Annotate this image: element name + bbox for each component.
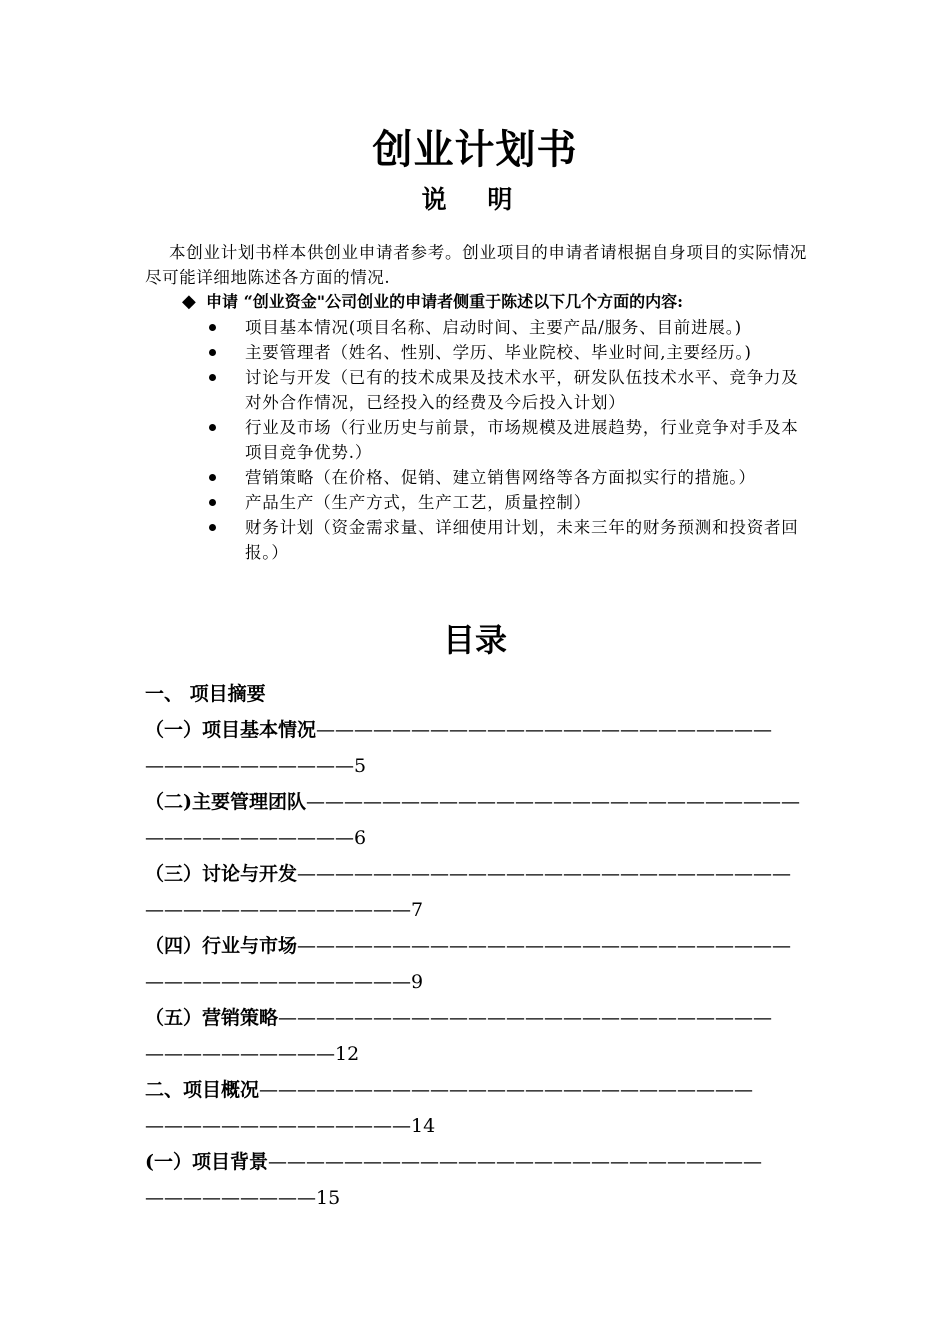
toc-entry-label: （二)主要管理团队 <box>145 791 306 813</box>
toc-entry-continuation[interactable] <box>145 1180 810 1216</box>
toc-leader: —————————————————————————— <box>306 791 800 813</box>
toc-leader: ————————— <box>145 1187 316 1209</box>
intro-paragraph: 本创业计划书样本供创业申请者参考。创业项目的申请者请根据自身项目的实际情况尽可能详细地陈述各方面的情况. <box>145 243 807 287</box>
toc-page-number: 5 <box>354 755 367 777</box>
toc-leader: —————————————————————————— <box>259 1079 754 1101</box>
bullet-dot-icon <box>209 474 216 481</box>
bullet-dot-icon <box>209 374 216 381</box>
list-item <box>205 490 815 515</box>
list-item <box>205 465 815 490</box>
toc-entry-continuation[interactable] <box>145 1108 810 1144</box>
toc-entry-label: （三）讨论与开发 <box>145 863 298 885</box>
list-item <box>205 515 815 565</box>
toc-entry-continuation[interactable] <box>145 1036 810 1072</box>
toc-entry-label: （四）行业与市场 <box>145 935 298 957</box>
document-title: 创业计划书 <box>372 127 578 173</box>
toc-entry-continuation[interactable] <box>145 964 810 1000</box>
list-item-text: 项目基本情况(项目名称、启动时间、主要产品/服务、目前进展。) <box>245 318 742 337</box>
toc-leader: ——————————— <box>145 827 354 849</box>
toc-leader: ———————————————————————— <box>316 719 773 741</box>
list-item <box>205 340 815 365</box>
toc-entry[interactable] <box>145 1000 810 1036</box>
toc-entry[interactable] <box>145 1144 810 1180</box>
toc-page-number: 9 <box>411 971 424 993</box>
requirement-bullet-list <box>205 315 815 565</box>
toc-entry[interactable] <box>145 928 810 964</box>
toc-entry-continuation[interactable] <box>145 748 810 784</box>
bullet-dot-icon <box>209 424 216 431</box>
table-of-contents <box>145 676 810 1216</box>
diamond-bullet-icon: ◆ <box>182 291 196 312</box>
toc-entry-label: 二、项目概况 <box>145 1079 260 1101</box>
list-item <box>205 365 815 415</box>
bullet-dot-icon <box>209 499 216 506</box>
toc-entry[interactable] <box>145 1072 810 1108</box>
toc-page-number: 14 <box>411 1115 436 1137</box>
toc-leader: —————————————— <box>145 1115 411 1137</box>
list-item-text: 营销策略（在价格、促销、建立销售网络等各方面拟实行的措施。） <box>245 468 756 487</box>
toc-page-number: 7 <box>411 899 424 921</box>
list-item-text: 财务计划（资金需求量、详细使用计划，未来三年的财务预测和投资者回报。） <box>245 518 799 562</box>
toc-entry-continuation[interactable] <box>145 820 810 856</box>
toc-entry-label: （五）营销策略 <box>145 1007 279 1029</box>
toc-leader: —————————— <box>145 1043 335 1065</box>
toc-entry-label: （一）项目基本情况 <box>145 719 317 741</box>
toc-heading: 一、 项目摘要 <box>145 683 266 705</box>
toc-entry-label: (一）项目背景 <box>145 1151 268 1173</box>
toc-leader: —————————————————————————— <box>268 1151 762 1173</box>
bullet-dot-icon <box>209 349 216 356</box>
list-item-text: 产品生产（生产方式，生产工艺，质量控制） <box>245 493 591 512</box>
toc-leader: —————————————————————————— <box>297 935 792 957</box>
toc-entry-continuation[interactable] <box>145 892 810 928</box>
toc-leader: —————————————————————————— <box>278 1007 773 1029</box>
toc-page-number: 12 <box>335 1043 360 1065</box>
bullet-dot-icon <box>209 524 216 531</box>
list-item-text: 主要管理者（姓名、性别、学历、毕业院校、毕业时间,主要经历。) <box>245 343 752 362</box>
toc-entry[interactable] <box>145 856 810 892</box>
bullet-dot-icon <box>209 324 216 331</box>
list-item <box>205 415 815 465</box>
requirement-line <box>182 290 812 314</box>
toc-leader: —————————————— <box>145 971 411 993</box>
requirement-text: 申请 “创业资金"公司创业的申请者侧重于陈述以下几个方面的内容: <box>206 292 684 311</box>
toc-page-number: 6 <box>354 827 367 849</box>
toc-title: 目录 <box>442 621 507 659</box>
toc-leader: —————————————————————————— <box>297 863 792 885</box>
toc-leader: ——————————— <box>145 755 354 777</box>
toc-leader: —————————————— <box>145 899 411 921</box>
list-item-text: 行业及市场（行业历史与前景，市场规模及进展趋势，行业竞争对手及本项目竞争优势.） <box>245 418 799 462</box>
list-item-text: 讨论与开发（已有的技术成果及技术水平，研发队伍技术水平、竞争力及对外合作情况，已经投入的经费及今后投入计划） <box>245 368 799 412</box>
toc-entry[interactable] <box>145 712 810 748</box>
document-subtitle: 说 明 <box>421 185 529 214</box>
toc-entry[interactable] <box>145 784 810 820</box>
list-item <box>205 315 815 340</box>
toc-page-number: 15 <box>316 1187 341 1209</box>
